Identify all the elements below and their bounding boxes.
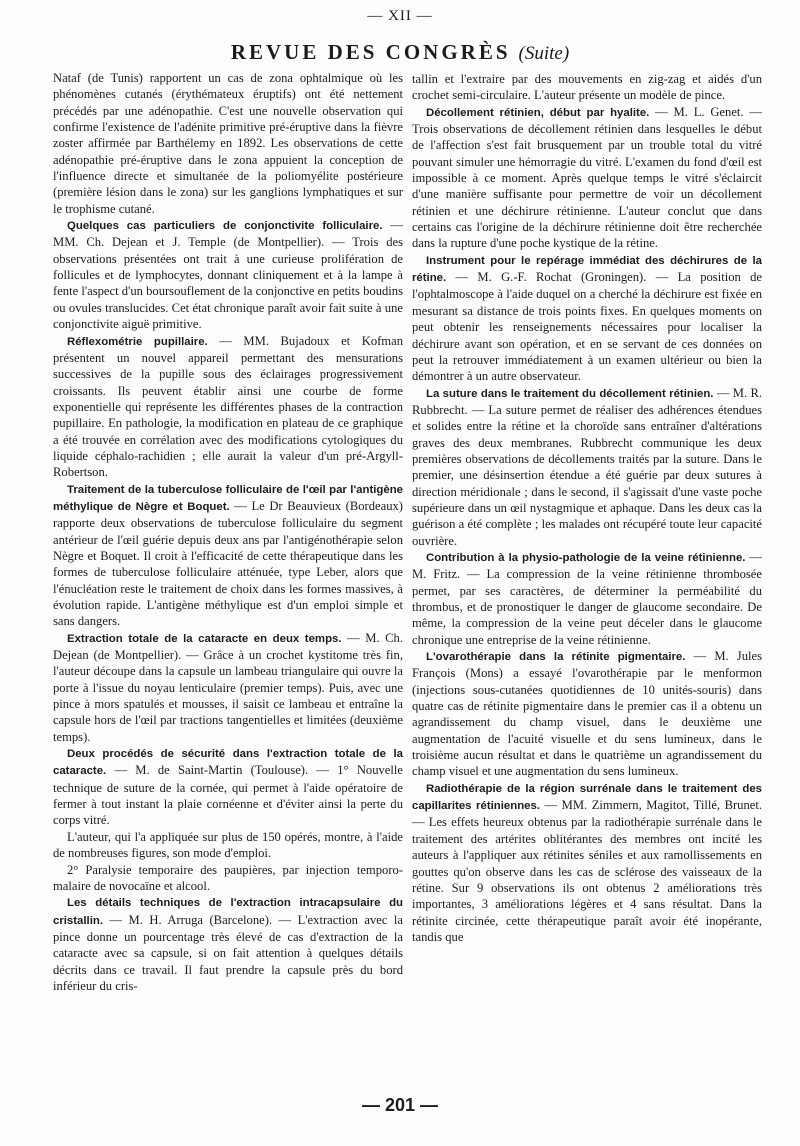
left-column (53, 70, 403, 994)
article-body: — M. H. Arruga (Barcelone). — L'extraction avec la pince donne un pourcentage très élevé de cas d'extraction de la cataracte avec sa capsule, si on fait attention à quelques détails décrits dans ce travail. Il faut prendre la capsule près du bord inférieur du cris- (53, 912, 403, 993)
article-entry (412, 549, 762, 648)
article-heading: Réflexométrie pupillaire. (67, 335, 208, 348)
article-body: — M. R. Rubbrecht. — La suture permet de réaliser des adhérences étendues et solides entre la rétine et la choroïde sans entraîner d'altérations graves des deux membranes. Rubbrecht communique les deux premières observations de décollements traités par la suture. Dans le premier, une désinsertion étendue a été guérie par deux sutures à direction méridionale ; dans le second, il s'agissait d'une vaste poche supérieure dans un œil nystagmique et aphaque. Dans les deux cas la guérison a été complète ; les malades ont récupéré toute leur capacité ouvrière. (412, 385, 762, 548)
article-body: — M. Ch. Dejean (de Montpellier). — Grâce à un crochet kystitome très fin, l'auteur découpe dans la capsule un lambeau triangulaire qui ouvre la porte à l'issue du noyau lenticulaire (premier temps). Puis, avec une pince à mors spatulés et mousses, il saisit ce lambeau et entraîne la capsule hors de l'œil par tractions tangentielles et limitées (deuxième temps). (53, 630, 403, 744)
article-entry (53, 745, 403, 829)
paragraph: Nataf (de Tunis) rapportent un cas de zona ophtalmique où les phénomènes cutanés (érythémateux éruptifs) ont été nettement précédés par une adénopathie. C'est une nouvelle observation qui confirme l'existence de l'adénite primitive pré-éruptive dans la fièvre zoster affirmée par Barthélemy en 1892. Les observations de cette adénopathie pré-éruptive dans le zona appuient la conception de l'influence directe et simultanée de la poliomyélite postérieure (première lésion dans le zona) sur les ganglions lymphatiques et sur le trophisme cutané. (53, 71, 403, 216)
article-heading: Instrument pour le repérage immédiat des déchirures de la rétine. (412, 254, 762, 285)
paragraph: tallin et l'extraire par des mouvements en zig-zag et aidés d'un crochet semi-circulaire. L'auteur présente un modèle de pince. (412, 72, 762, 103)
article-heading: Contribution à la physio-pathologie de la veine rétinienne. (426, 551, 746, 564)
article-heading: Deux procédés de sécurité dans l'extraction totale de la cataracte. (53, 748, 403, 778)
column-divider (405, 72, 406, 1100)
article-body: — MM. Ch. Dejean et J. Temple (de Montpellier). — Trois des observations présentées ont trait à une curieuse prolifération de follicules et de lymphocytes, donnant cliniquement et à la lampe à fente l'aspect d'un boursouflement de la conjonctive en petits boudins ou ovules translucides. Cet état chronique paraît avoir fait suite à une conjonctivite aiguë primitive. (53, 218, 403, 332)
article-entry (412, 252, 762, 385)
article-entry (53, 894, 403, 994)
article-body: — MM. Bujadoux et Kofman présentent un nouvel appareil permettant des mensurations successives de la pupille sous des éclairages progressivement croissants. Ils peuvent établir ainsi une courbe de forme exponentielle qui représente les différentes phases de la contraction pupillaire. En pathologie, la modification en plateau de ce graphique a été trouvée en corrélation avec des modifications cytologiques du liquide céphalo-rachidien ; elle aurait la valeur d'un pré-Argyll-Robertson. (53, 333, 403, 480)
article-entry (412, 385, 762, 549)
page-number-top: — XII — (367, 8, 433, 24)
article-body: — M. G.-F. Rochat (Groningen). — La position de l'ophtalmoscope à l'aide duquel on a cherché la déchirure est fixée en mesurant sa distance de trois points fixes. En quelques moments on peut obtenir les renseignements nécessaires pour localiser la déchirure avant son opération, et en se servant de ces données on peut la retrouver immédiatement à un examen ultérieur ou bien la démontrer à un autre observateur. (412, 270, 762, 384)
article-entry (53, 333, 403, 481)
paragraph: 2° Paralysie temporaire des paupières, par injection temporo-malaire de novocaïne et alcool. (53, 862, 403, 893)
right-column (412, 71, 762, 945)
article-body: — M. L. Genet. — Trois observations de décollement rétinien dans lesquelles le début de l'affection s'est fait brusquement par un trouble total du vitré pouvant simuler une hémorragie du vitré. L'examen du fond d'œil est impossible à ce moment. Après quelque temps le vitré s'éclaircit d'une manière suffisante pour permettre de voir un décollement rétinien et une déchirure rétinienne. L'auteur conclut que dans certains cas l'origine de la déchirure rétinienne doit être recherchée dans la rupture d'une poche kystique de la rétine. (412, 104, 762, 251)
article-body: — M. Jules François (Mons) a essayé l'ovarothérapie par le menformon (injections sous-cutanées quotidiennes de 10 unités-souris) dans quatre cas de rétinite pigmentaire dans le premier cas il a obtenu un agrandissement du champ visuel, dans le deuxième une augmentation de l'acuité visuelle et du sens lumineux, dans le troisième aucun résultat et dans le quatrième un agrandissement du champ visuel et une augmentation du sens lumineux. (412, 649, 762, 779)
article-body: — M. de Saint-Martin (Toulouse). — 1° Nouvelle technique de suture de la cornée, qui permet à l'aide opératoire de fermer à tout instant la plaie cornéenne et d'éviter ainsi la perte du corps vitré. (53, 763, 403, 828)
article-entry (53, 630, 403, 745)
article-entry (53, 481, 403, 630)
article-heading: Radiothérapie de la région surrénale dans le traitement des capillarites rétiniennes. (412, 782, 762, 813)
article-heading: Décollement rétinien, début par hyalite. (426, 106, 650, 119)
article-entry (412, 104, 762, 252)
article-entry (412, 648, 762, 780)
paragraph: L'auteur, qui l'a appliquée sur plus de 150 opérés, montre, à l'aide de nombreuses figures, son mode d'emploi. (53, 829, 403, 861)
page-header (0, 40, 800, 65)
article-entry (412, 780, 762, 945)
article-heading: Traitement de la tuberculose folliculaire de l'œil par l'antigène méthylique de Nègre et Boquet. (53, 483, 403, 513)
article-entry (53, 217, 403, 332)
article-heading: L'ovarothérapie dans la rétinite pigmentaire. (426, 651, 686, 664)
article-heading: Extraction totale de la cataracte en deux temps. (67, 632, 342, 645)
journal-title-suite: (Suite) (518, 43, 570, 64)
page-number-bottom: — 201 — (361, 1095, 439, 1115)
article-body: — M. Fritz. — La compression de la veine rétinienne thrombosée permet, par ses caractères, de déterminer la perméabilité du thrombus, et de pronostiquer le danger de glaucome secondaire. De même, la compression de la veine peut déceler dans le glaucome chronique une entreprise de la veine rétinienne. (412, 549, 762, 647)
journal-title: REVUE DES CONGRÈS (230, 40, 511, 64)
article-heading: Quelques cas particuliers de conjonctivite folliculaire. (67, 220, 383, 233)
article-heading: Les détails techniques de l'extraction intracapsulaire du cristallin. (53, 897, 403, 927)
article-body: — MM. Zimmern, Magitot, Tillé, Brunet. — Les effets heureux obtenus par la radiothérapie surrénale dans le traitement des artérites oblitérantes des membres ont incité les auteurs à l'appliquer aux rétinites séniles et aux ramollissements en gouttes qu'on observe dans les cas de sclérose des vaisseaux de la rétine. Sur 9 observations ils ont obtenus 2 améliorations très importantes, 3 améliorations légères et 4 sans résultat. Dans la rétinite circinée, cette thérapeutique paraît avoir été inopérante, tandis que (412, 798, 762, 944)
article-body: — Le Dr Beauvieux (Bordeaux) rapporte deux observations de tuberculose folliculaire du segment antérieur de l'œil guérie depuis deux ans par l'antigénothérapie selon Nègre et Boquet. Il croit à l'efficacité de cette thérapeutique dans les formes de tuberculose folliculaire atténuée, type Leber, alors que l'énucléation reste le traitement de choix dans les formes massives, à évolution rapide. L'antigène méthylique est d'un emploi simple et sans dangers. (53, 498, 403, 629)
article-heading: La suture dans le traitement du décollement rétinien. (426, 387, 714, 400)
